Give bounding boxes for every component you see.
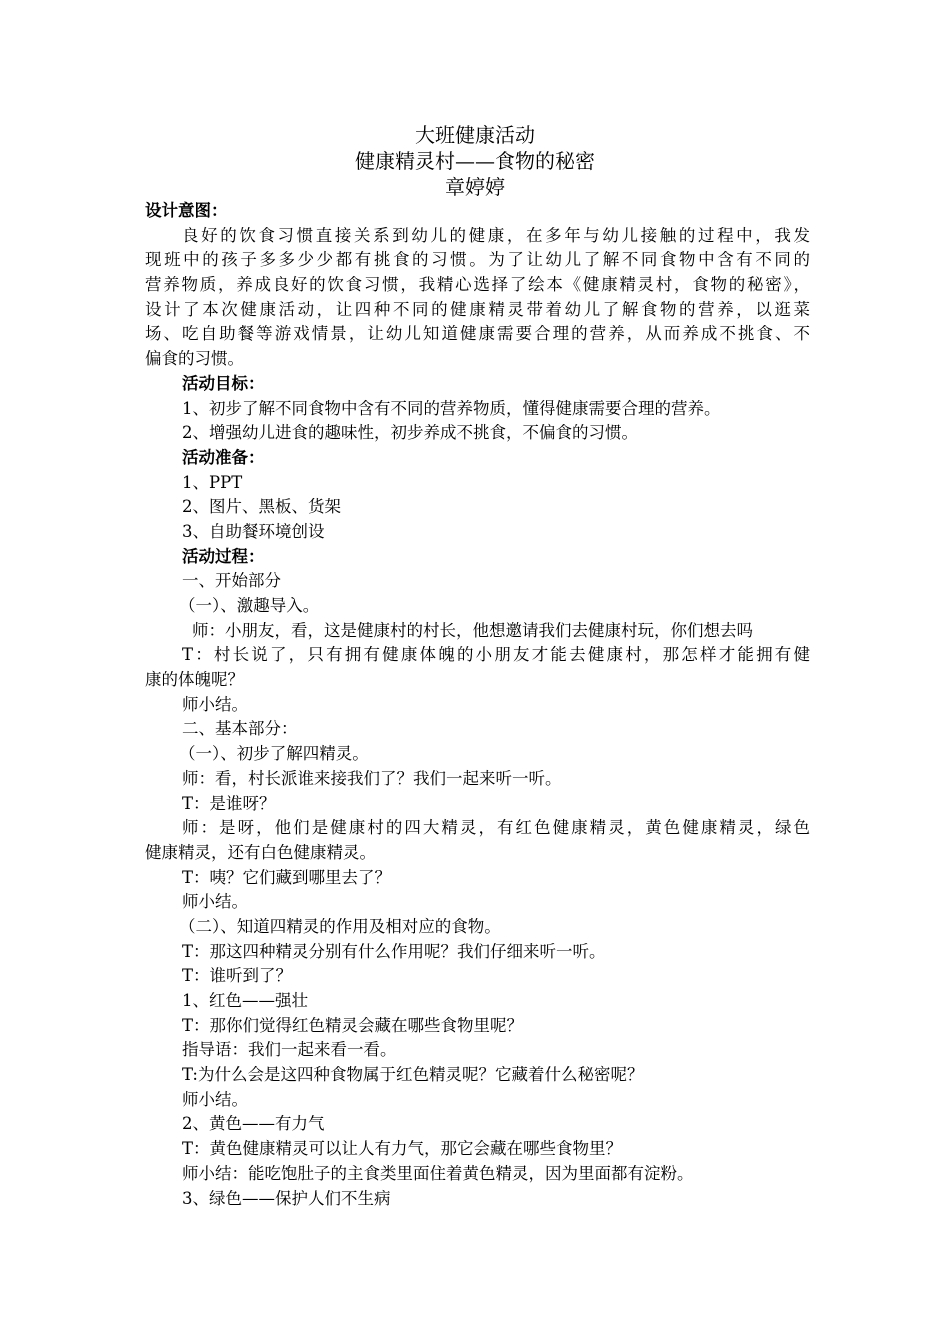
- subsection-heading: 一、开始部分: [182, 571, 281, 591]
- document-author: 章婷婷: [445, 175, 505, 199]
- list-item: 1、红色——强壮: [182, 991, 308, 1010]
- document-subtitle: 健康精灵村——食物的秘密: [355, 149, 595, 173]
- paragraph-line: 师小结。: [182, 892, 248, 912]
- document-title: 大班健康活动: [415, 123, 535, 147]
- list-item: 3、绿色——保护人们不生病: [182, 1188, 391, 1208]
- paragraph-line: 指导语：我们一起来看一看。: [182, 1040, 397, 1060]
- list-item: 2、黄色——有力气: [182, 1114, 325, 1134]
- subsection-heading: （一）、激趣导入。: [179, 596, 320, 615]
- list-item: 1、初步了解不同食物中含有不同的营养物质，懂得健康需要合理的营养。: [182, 398, 721, 418]
- paragraph-line: 师：看，村长派谁来接我们了？我们一起来听一听。: [182, 768, 562, 788]
- section-heading-design-intent: 设计意图：: [145, 201, 228, 220]
- paragraph-line: 康的体魄呢？: [145, 670, 244, 690]
- document-body: [145, 199, 810, 1211]
- subsection-heading: （一）、初步了解四精灵。: [179, 744, 369, 764]
- paragraph-line: T：村长说了，只有拥有健康体魄的小朋友才能去健康村，那怎样才能拥有健: [182, 645, 810, 665]
- paragraph-line: 健康精灵，还有白色健康精灵。: [145, 842, 376, 862]
- section-heading-preparation: 活动准备：: [182, 447, 265, 467]
- section-heading-process: 活动过程：: [182, 546, 265, 566]
- paragraph-line: T：那这四种精灵分别有什么作用呢？我们仔细来听一听。: [182, 941, 606, 961]
- section-heading-goals: 活动目标：: [182, 373, 265, 393]
- list-item: 3、自助餐环境创设: [182, 521, 325, 541]
- paragraph-line: T：黄色健康精灵可以让人有力气，那它会藏在哪些食物里？: [182, 1139, 623, 1159]
- paragraph-line: T：那你们觉得红色精灵会藏在哪些食物里呢？: [182, 1015, 524, 1035]
- paragraph-line: 师小结。: [182, 694, 248, 714]
- paragraph-line: T：谁听到了？: [182, 966, 293, 986]
- list-item: 2、图片、黑板、货架: [182, 497, 341, 517]
- subsection-heading: 二、基本部分：: [182, 719, 298, 739]
- paragraph-line: 良好的饮食习惯直接关系到幼儿的健康，在多年与幼儿接触的过程中，我发: [182, 225, 810, 245]
- paragraph-line: 营养物质，养成良好的饮食习惯，我精心选择了绘本《健康精灵村，食物的秘密》，: [145, 275, 810, 295]
- paragraph-line: 师：是呀，他们是健康村的四大精灵，有红色健康精灵，黄色健康精灵，绿色: [182, 818, 810, 838]
- list-item: 1、PPT: [182, 472, 243, 492]
- paragraph-line: 现班中的孩子多多少少都有挑食的习惯。为了让幼儿了解不同食物中含有不同的: [145, 250, 810, 270]
- paragraph-line: 偏食的习惯。: [145, 349, 244, 369]
- paragraph-line: T:为什么会是这四种食物属于红色精灵呢？它藏着什么秘密呢？: [182, 1065, 644, 1085]
- paragraph-line: 师小结。: [182, 1089, 248, 1109]
- paragraph-line: 师：小朋友，看，这是健康村的村长，他想邀请我们去健康村玩，你们想去吗: [192, 620, 753, 640]
- paragraph-line: T：咦？它们藏到哪里去了？: [182, 867, 392, 887]
- paragraph-line: 场、吃自助餐等游戏情景，让幼儿知道健康需要合理的营养，从而养成不挑食、不: [145, 324, 810, 344]
- paragraph-line: 设计了本次健康活动，让四种不同的健康精灵带着幼儿了解食物的营养，以逛菜: [145, 299, 810, 319]
- subsection-heading: （二）、知道四精灵的作用及相对应的食物。: [179, 916, 501, 936]
- paragraph-line: T：是谁呀？: [182, 793, 276, 813]
- title-block: [0, 122, 950, 200]
- list-item: 2、增强幼儿进食的趣味性，初步养成不挑食，不偏食的习惯。: [182, 423, 638, 443]
- paragraph-line: 师小结：能吃饱肚子的主食类里面住着黄色精灵，因为里面都有淀粉。: [182, 1163, 694, 1183]
